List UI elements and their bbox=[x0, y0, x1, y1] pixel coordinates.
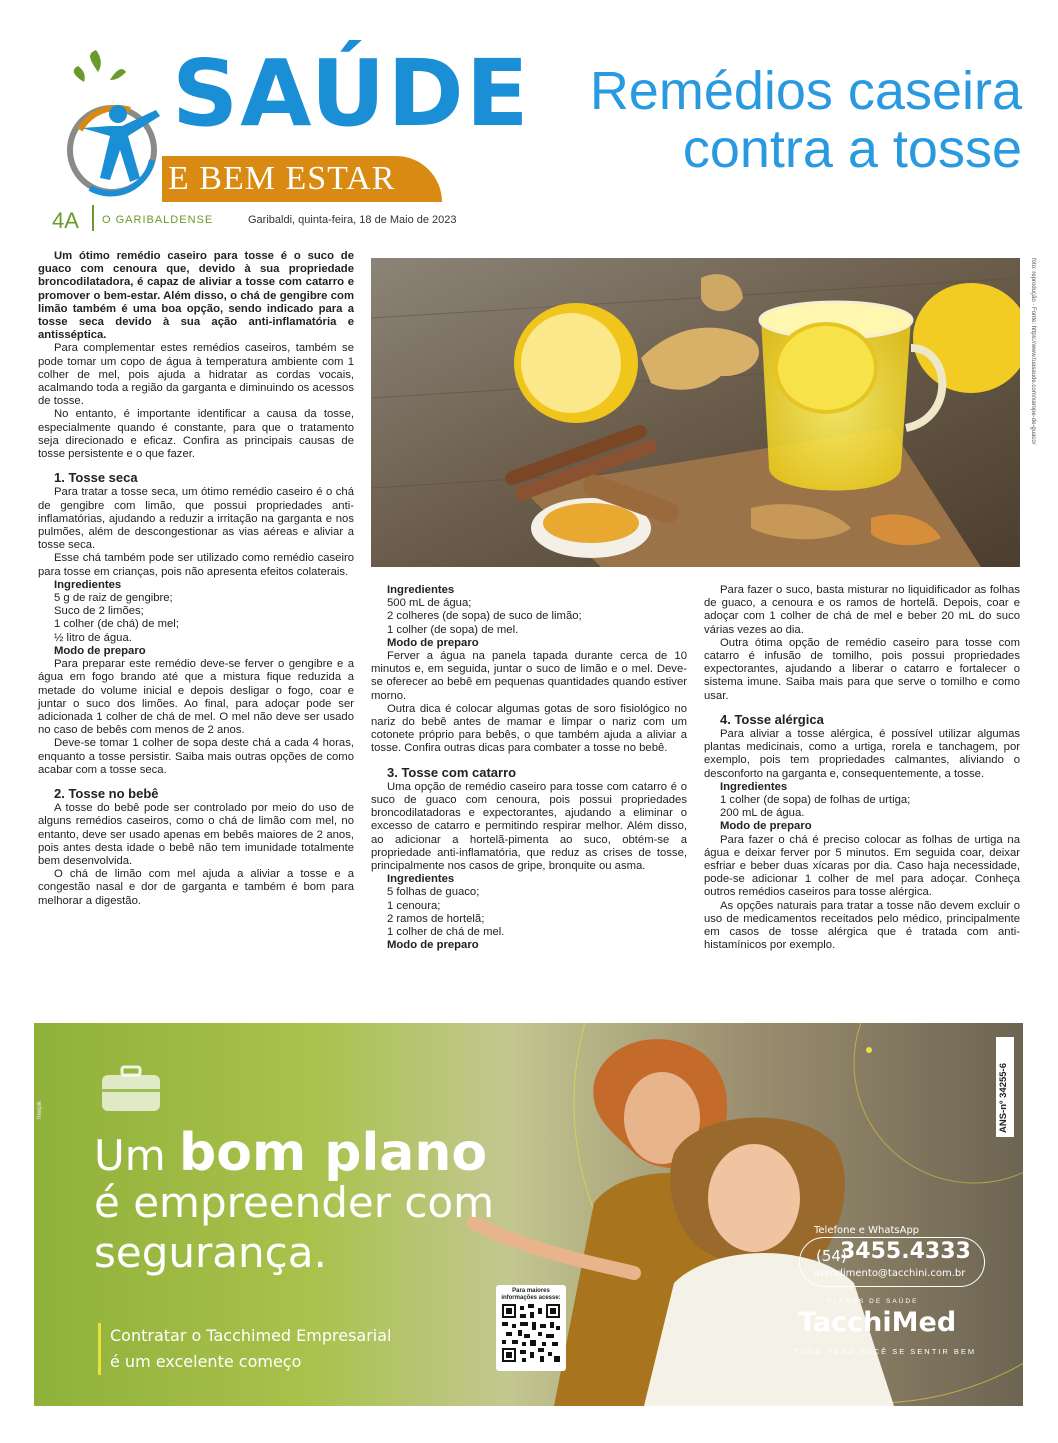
paragraph: Deve-se tomar 1 colher de sopa deste chá a cada 4 horas, enquanto a tosse persistir. Saiba mais outras opções de como acabar com a tosse seca. bbox=[38, 737, 354, 776]
preparation-title: Modo de preparo bbox=[54, 644, 146, 657]
ingredient-item: 200 mL de água. bbox=[720, 807, 805, 820]
ingredient-item: 1 colher (de chá) de mel; bbox=[54, 618, 179, 631]
ingredient-item: 500 mL de água; bbox=[387, 597, 472, 610]
page-number: 4A bbox=[52, 208, 79, 233]
paragraph: Para preparar este remédio deve-se ferver o gengibre e a água em fogo brando até que a mistura fique reduzida a metade do volume inicial e depois desligar o fogo, coar e juntar o suco dos limões. Ao final, para adoçar pode ser adicionada 1 colher de chá de mel. O mel não deve ser usado no caso de bebês com menos de 2 anos. bbox=[38, 658, 354, 737]
paragraph: O chá de limão com mel ajuda a aliviar a tosse e a congestão nasal e dor de garganta e também é bom para melhorar a digestão. bbox=[38, 868, 354, 907]
ad-accent-bar bbox=[98, 1323, 101, 1375]
ad-headline-pre: Um bbox=[94, 1131, 180, 1180]
page-separator bbox=[92, 205, 94, 231]
ad-credit-tag bbox=[37, 1059, 49, 1119]
ingredients-title: Ingredientes bbox=[387, 584, 455, 596]
ad-headline-line-1 bbox=[94, 1123, 488, 1183]
paragraph: No entanto, é importante identificar a causa da tosse, especialmente quando é constante, para que o tratamento seja direcionado e eficaz. Confira as principais causas de tosse persistente e o que fazer. bbox=[38, 408, 354, 461]
newspaper-name: O GARIBALDENSE bbox=[102, 214, 214, 226]
ad-headline-line-2: é empreender com bbox=[94, 1178, 495, 1227]
article-headline bbox=[522, 62, 1022, 178]
ingredient-item: 1 cenoura; bbox=[387, 899, 441, 912]
section-heading-phlegm-cough: 3. Tosse com catarro bbox=[387, 764, 517, 780]
section-heading-dry-cough: 1. Tosse seca bbox=[54, 470, 138, 486]
article-column-1 bbox=[38, 250, 354, 908]
paragraph: As opções naturais para tratar a tosse não devem excluir o uso de medicamentos receitados pelo médico, principalmente em casos de tosse alérgica que é tratada com anti-histamínicos por exemplo. bbox=[704, 899, 1020, 952]
preparation-title: Modo de preparo bbox=[387, 939, 479, 952]
paragraph: Para fazer o suco, basta misturar no liquidificador as folhas de guaco, a cenoura e os ramos de hortelã. Depois, coar e adoçar com 1 colher de chá de mel e beber 20 mL do suco várias vezes ao dia. bbox=[704, 584, 1020, 636]
paragraph: Uma opção de remédio caseiro para tosse com catarro é o suco de guaco com cenoura, pois possui propriedades broncodilatadoras e expectorantes, ajudando a eliminar o excesso de catarro e permitindo respirar melhor. Além disso, ao adicionar a hortelã-pimenta ao suco, obtém-se a propriedade anti-inflamatória, que reduz as crises de tosse, principalmente nos casos de gripe, bronquite ou asma. bbox=[371, 780, 687, 873]
section-heading-allergic-cough: 4. Tosse alérgica bbox=[720, 711, 824, 727]
ad-cta-line-2: é um excelente começo bbox=[110, 1352, 302, 1371]
paragraph: Para fazer o chá é preciso colocar as folhas de urtiga na água e deixar ferver por 5 minutos. Em seguida coar, deixar esfriar e beber duas xícaras por dia. Caso haja necessidade, pode-se adicionar 1 colher de mel para adoçar. Conheça outros remédios caseiros para tosse alérgica. bbox=[704, 833, 1020, 899]
briefcase-icon bbox=[100, 1065, 162, 1113]
ingredient-item: 1 colher (de sopa) de folhas de urtiga; bbox=[720, 794, 911, 807]
section-title: SAÚDE bbox=[172, 40, 531, 147]
qr-caption: Para maiores informações acesse: bbox=[501, 1288, 561, 1301]
contact-email[interactable]: atendimento@tacchini.com.br bbox=[814, 1268, 966, 1279]
advertisement-banner[interactable] bbox=[34, 1023, 1023, 1406]
paragraph: Para tratar a tosse seca, um ótimo remédio caseiro é o chá de gengibre com limão, que possui propriedades anti-inflamatórias, ajudando a reduzir a irritação na garganta e nos pulmões, além de descongestionar as vias aéreas e aliviar a tosse seca. bbox=[38, 486, 354, 552]
ad-headline-line-3: segurança. bbox=[94, 1228, 327, 1277]
phone-number[interactable]: 3455.4333 bbox=[840, 1239, 971, 1264]
ad-credit-text: freepik bbox=[37, 1100, 43, 1119]
paragraph: Outra dica é colocar algumas gotas de soro fisiológico no nariz do bebê antes de mamar e limpar o nariz com um cotonete próprio para bebês, o que também ajuda a aliviar a tosse. Confira outras dicas para combater a tosse no bebê. bbox=[371, 702, 687, 755]
ingredient-item: 2 ramos de hortelã; bbox=[387, 912, 485, 925]
ad-cta-line-1: Contratar o Tacchimed Empresarial bbox=[110, 1326, 392, 1345]
article-lead: Um ótimo remédio caseiro para tosse é o suco de guaco com cenoura que, devido à sua propriedade broncodilatadora, é capaz de aliviar a tosse com catarro e promover o bem-estar. Além disso, o chá de gengibre com limão também é uma boa opção, sendo indicado para a tosse seca devido à sua ação anti-inflamatória e antisséptica. bbox=[38, 250, 354, 342]
qr-code-icon[interactable] bbox=[502, 1304, 560, 1362]
brand-tagline: TUDO PARA VOCÊ SE SENTIR BEM bbox=[794, 1347, 977, 1356]
ingredients-title: Ingredientes bbox=[720, 780, 788, 793]
section-heading-baby-cough: 2. Tosse no bebê bbox=[54, 785, 159, 801]
ingredient-item: 1 colher (de sopa) de mel. bbox=[387, 623, 519, 636]
phone-label: Telefone e WhatsApp bbox=[814, 1225, 920, 1236]
paragraph: Para aliviar a tosse alérgica, é possível utilizar algumas plantas medicinais, como a urtiga, rorela e tanchagem, por exemplo, pois tem propriedades calmantes, aliviando o desconforto na garganta e, consequentemente, a tosse. bbox=[704, 728, 1020, 780]
ingredient-item: Suco de 2 limões; bbox=[54, 605, 144, 618]
ans-registration-text: ANS-nº 34255-6 bbox=[998, 1063, 1009, 1133]
qr-code-block[interactable] bbox=[496, 1285, 566, 1371]
paragraph: Para complementar estes remédios caseiros, também se pode tomar um copo de água à temperatura ambiente com 1 colher de mel, pois ajuda a hidratar as cordas vocais, acalmando toda a região da garganta e diminuindo os acessos de tosse. bbox=[38, 342, 354, 408]
photo-credit-text: foto: reprodução · Fonte: https://www.tuasaude.com/xarope-de-guaco/ bbox=[1030, 258, 1036, 445]
ingredient-item: 5 folhas de guaco; bbox=[387, 886, 480, 899]
ingredient-item: 1 colher de chá de mel. bbox=[387, 926, 505, 939]
phone-area-code: (54) bbox=[816, 1247, 847, 1265]
headline-line-1: Remédios caseira bbox=[589, 61, 1022, 121]
ad-headline-bold: bom plano bbox=[179, 1123, 488, 1183]
section-subtitle: E BEM ESTAR bbox=[168, 160, 396, 197]
ingredients-title: Ingredientes bbox=[387, 873, 455, 886]
ingredient-item: ½ litro de água. bbox=[54, 631, 132, 644]
photo-credit bbox=[1024, 258, 1038, 458]
ingredient-item: 5 g de raiz de gengibre; bbox=[54, 592, 173, 605]
dateline: Garibaldi, quinta-feira, 18 de Maio de 2023 bbox=[248, 214, 457, 226]
article-column-3 bbox=[704, 584, 1020, 952]
article-column-2 bbox=[371, 584, 687, 952]
paragraph: Outra ótima opção de remédio caseiro para tosse com catarro é infusão de tomilho, pois possui propriedades expectorantes, ajudando a liberar o catarro e fortalecer o sistema imune. Saiba mais para que serve o tomilho e como usar. bbox=[704, 636, 1020, 702]
brand-category: PLANOS DE SAÚDE bbox=[827, 1298, 919, 1305]
paragraph: Esse chá também pode ser utilizado como remédio caseiro para tosse em crianças, pois não apresenta efeitos colaterais. bbox=[38, 552, 354, 578]
preparation-title: Modo de preparo bbox=[387, 636, 479, 649]
preparation-title: Modo de preparo bbox=[720, 820, 812, 833]
article-photo bbox=[371, 258, 1020, 567]
ans-registration bbox=[996, 1037, 1014, 1137]
section-logo bbox=[50, 40, 570, 220]
tea-lemon-ginger-illustration bbox=[371, 258, 1020, 567]
paragraph: A tosse do bebê pode ser controlado por meio do uso de alguns remédios caseiros, como o chá de limão com mel, no entanto, deve ser usado apenas em bebês maiores de 2 anos, pois antes desta idade o bebê não tem imunidade totalmente bem desenvolvida. bbox=[38, 802, 354, 867]
ingredients-title: Ingredientes bbox=[54, 578, 122, 591]
paragraph: Ferver a água na panela tapada durante cerca de 10 minutos e, em seguida, juntar o suco de limão e o mel. Deve-se oferecer ao bebê em pequenas quantidades quando estiver morno. bbox=[371, 650, 687, 702]
ingredient-item: 2 colheres (de sopa) de suco de limão; bbox=[387, 610, 582, 623]
headline-line-2: contra a tosse bbox=[682, 119, 1022, 179]
brand-logo: TacchiMed bbox=[798, 1307, 957, 1338]
